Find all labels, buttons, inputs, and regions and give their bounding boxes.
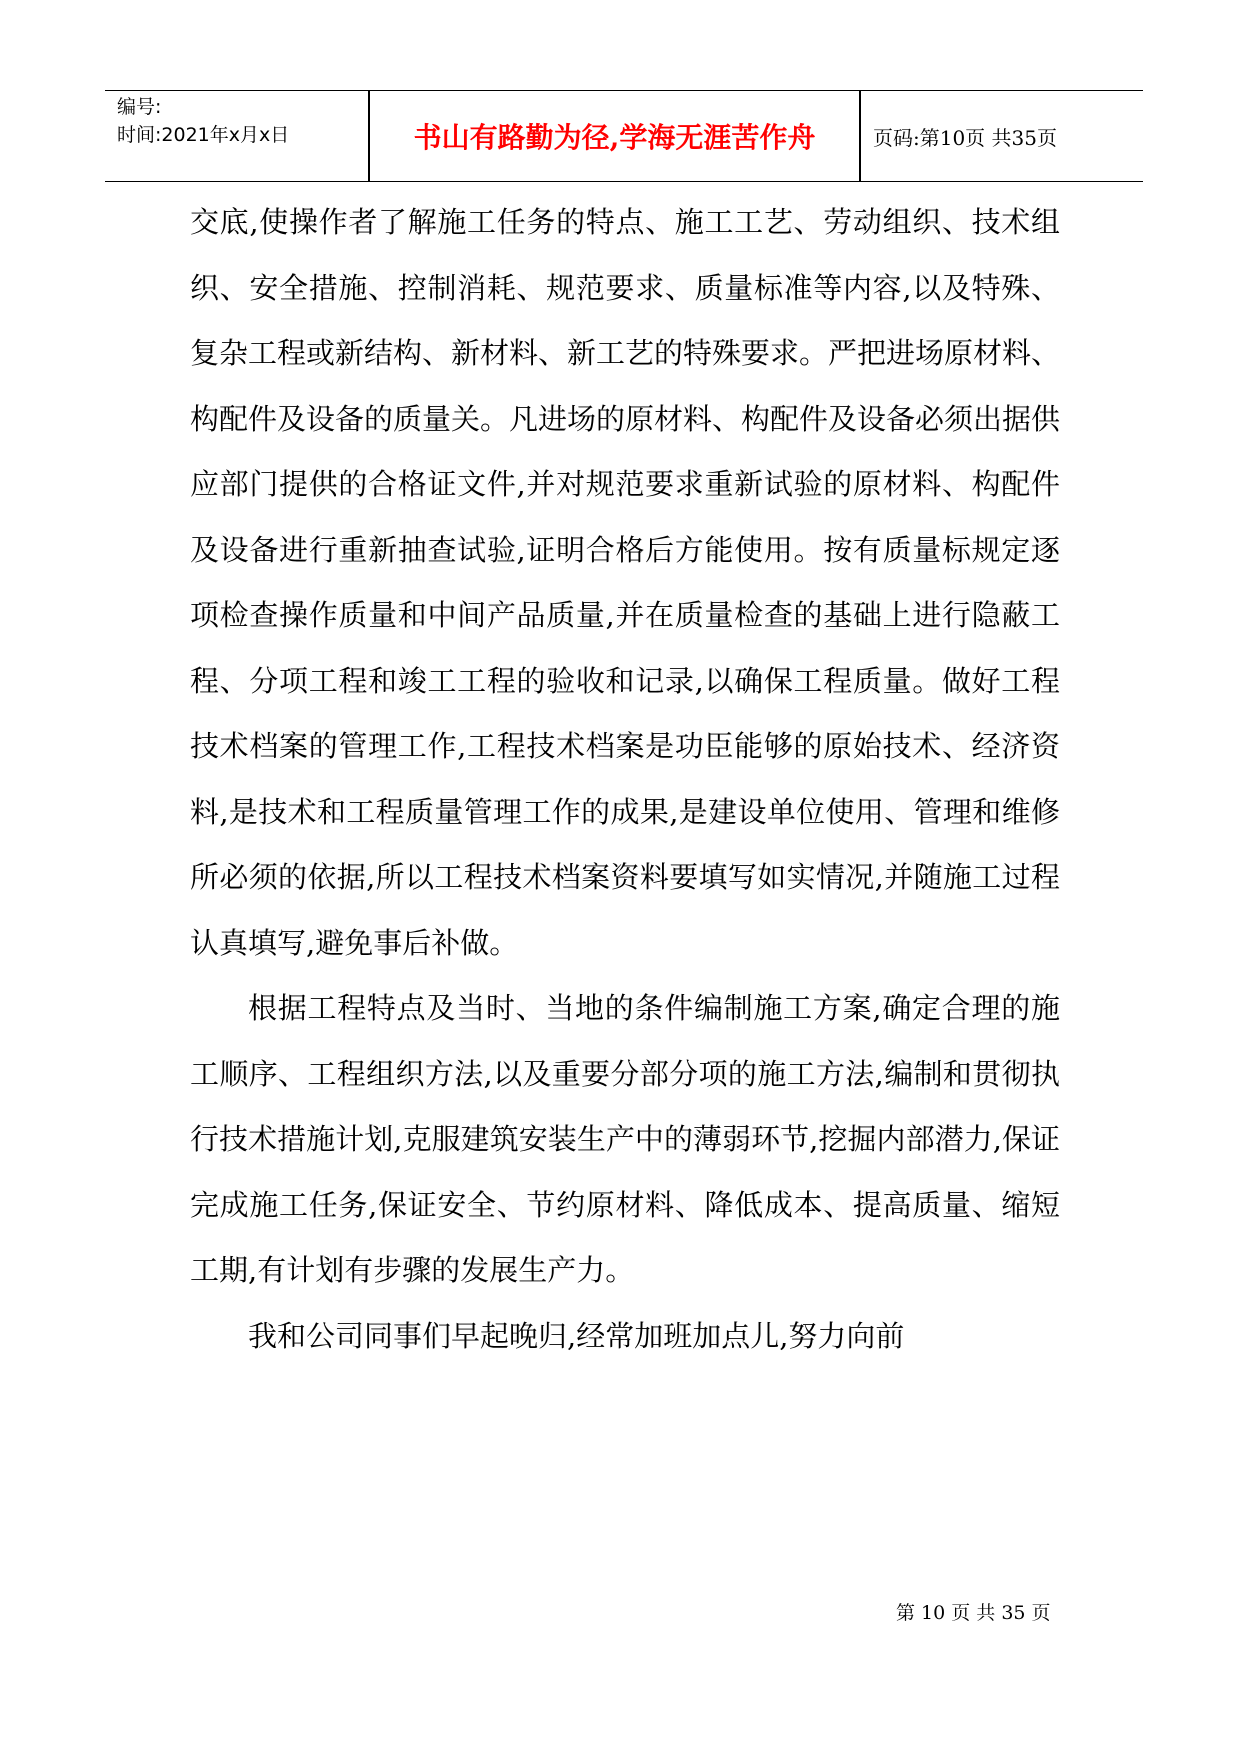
document-header: [105, 90, 1143, 182]
time-label: 时间:2021年x月x日: [117, 124, 290, 146]
number-label: 编号:: [117, 96, 162, 118]
page-footer: 第 10 页 共 35 页: [896, 1602, 1051, 1624]
header-meta: [117, 91, 367, 181]
paragraph-3: 我和公司同事们早起晚归,经常加班加点儿,努力向前: [248, 1318, 905, 1353]
header-page-code: 页码:第10页 共35页: [873, 125, 1057, 150]
header-divider-right: [859, 91, 861, 181]
paragraph-1: 交底,使操作者了解施工任务的特点、施工工艺、劳动组织、技术组织、安全措施、控制消耗、规范要求、质量标准等内容,以及特殊、复杂工程或新结构、新材料、新工艺的特殊要求。严把进场原材料、构配件及设备的质量关。凡进场的原材料、构配件及设备必须出据供应部门提供的合格证文件,并对规范要求重新试验的原材料、构配件及设备进行重新抽查试验,证明合格后方能使用。按有质量标规定逐项检查操作质量和中间产品质量,并在质量检查的基础上进行隐蔽工程、分项工程和竣工工程的验收和记录,以确保工程质量。做好工程技术档案的管理工作,工程技术档案是功臣能够的原始技术、经济资料,是技术和工程质量管理工作的成果,是建设单位使用、管理和维修所必须的依据,所以工程技术档案资料要填写如实情况,并随施工过程认真填写,避免事后补做。: [190, 205, 1061, 960]
header-motto: 书山有路勤为径,学海无涯苦作舟: [413, 121, 816, 154]
document-body: [190, 190, 1060, 1369]
paragraph-2: 根据工程特点及当时、当地的条件编制施工方案,确定合理的施工顺序、工程组织方法,以及重要分部分项的施工方法,编制和贯彻执行技术措施计划,克服建筑安装生产中的薄弱环节,挖掘内部潜力,保证完成施工任务,保证安全、节约原材料、降低成本、提高质量、缩短工期,有计划有步骤的发展生产力。: [190, 991, 1060, 1287]
